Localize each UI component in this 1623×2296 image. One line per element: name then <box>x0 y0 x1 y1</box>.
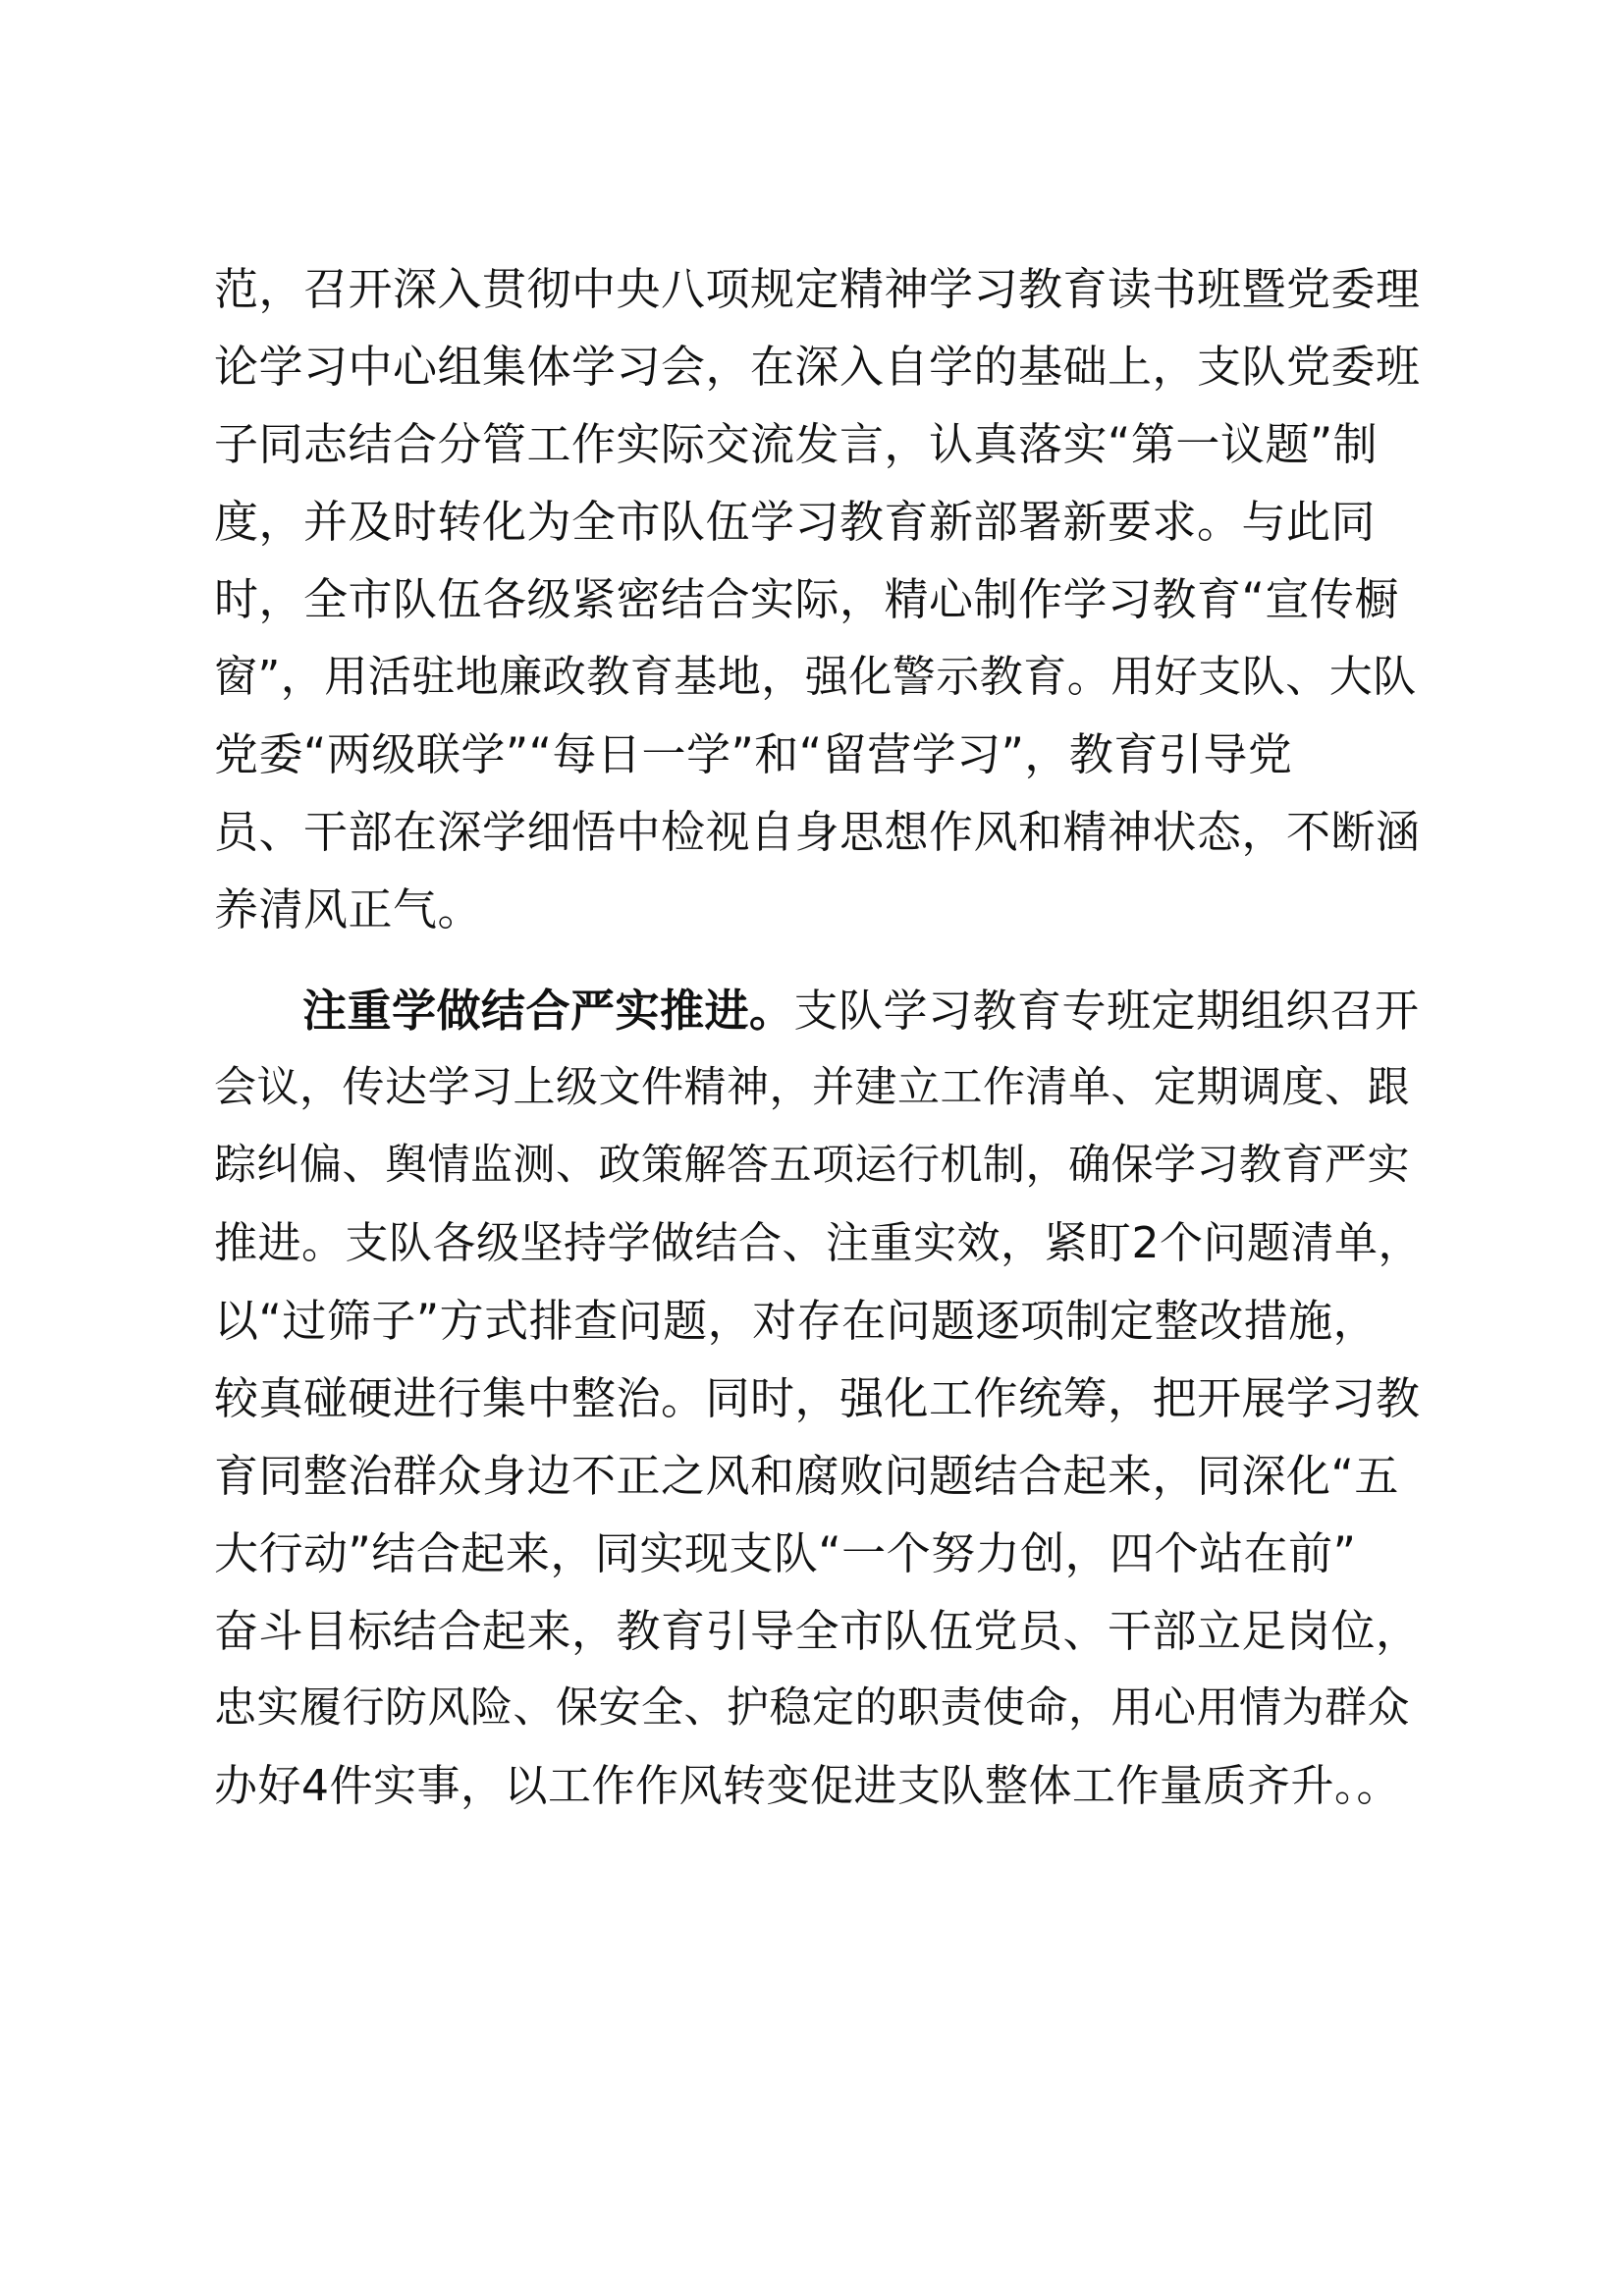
paragraph-first-line <box>214 972 1422 1049</box>
text-line: 以“过筛子”方式排查问题，对存在问题逐项制定整改措施， <box>214 1295 1379 1347</box>
paragraph-study-meetings <box>214 250 1422 948</box>
text-line: 奋斗目标结合起来，教育引导全市队伍党员、干部立足岗位， <box>214 1605 1421 1657</box>
text-line: 党委“两级联学”“每日一学”和“留营学习”，教育引导党 <box>214 728 1293 780</box>
text-line: 范，召开深入贯彻中央八项规定精神学习教育读书班暨党委理 <box>214 263 1421 315</box>
text-line: 子同志结合分管工作实际交流发言，认真落实“第一议题”制 <box>214 418 1379 470</box>
text-line: 会议，传达学习上级文件精神，并建立工作清单、定期调度、跟 <box>214 1063 1410 1112</box>
text-line: 窗”，用活驻地廉政教育基地，强化警示教育。用好支队、大队 <box>214 652 1417 702</box>
paragraph-heading: 注重学做结合严实推进。 <box>302 985 794 1037</box>
text-line: 办好4件实事，以工作作风转变促进支队整体工作量质齐升。。 <box>214 1761 1400 1811</box>
text-line: 踪纠偏、舆情监测、政策解答五项运行机制，确保学习教育严实 <box>214 1141 1410 1190</box>
text-line: 时，全市队伍各级紧密结合实际，精心制作学习教育“宣传橱 <box>214 573 1399 625</box>
text-line: 推进。支队各级坚持学做结合、注重实效，紧盯2个问题清单， <box>214 1218 1422 1268</box>
text-line: 忠实履行防风险、保安全、护稳定的职责使命，用心用情为群众 <box>214 1683 1410 1733</box>
text-line: 育同整治群众身边不正之风和腐败问题结合起来，同深化“五 <box>214 1450 1399 1502</box>
text-line: 员、干部在深学细悟中检视自身思想作风和精神状态，不断涵 <box>214 806 1421 858</box>
paragraph-first-line-text: 支队学习教育专班定期组织召开 <box>793 985 1420 1037</box>
text-line: 较真碰硬进行集中整治。同时，强化工作统筹，把开展学习教 <box>214 1372 1421 1424</box>
text-line: 论学习中心组集体学习会，在深入自学的基础上，支队党委班 <box>214 341 1421 393</box>
text-line: 养清风正气。 <box>214 883 483 935</box>
text-line: 大行动”结合起来，同实现支队“一个努力创，四个站在前” <box>214 1527 1357 1579</box>
text-line: 度，并及时转化为全市队伍学习教育新部署新要求。与此同 <box>214 496 1377 548</box>
paragraph-study-practice <box>214 972 1422 1825</box>
